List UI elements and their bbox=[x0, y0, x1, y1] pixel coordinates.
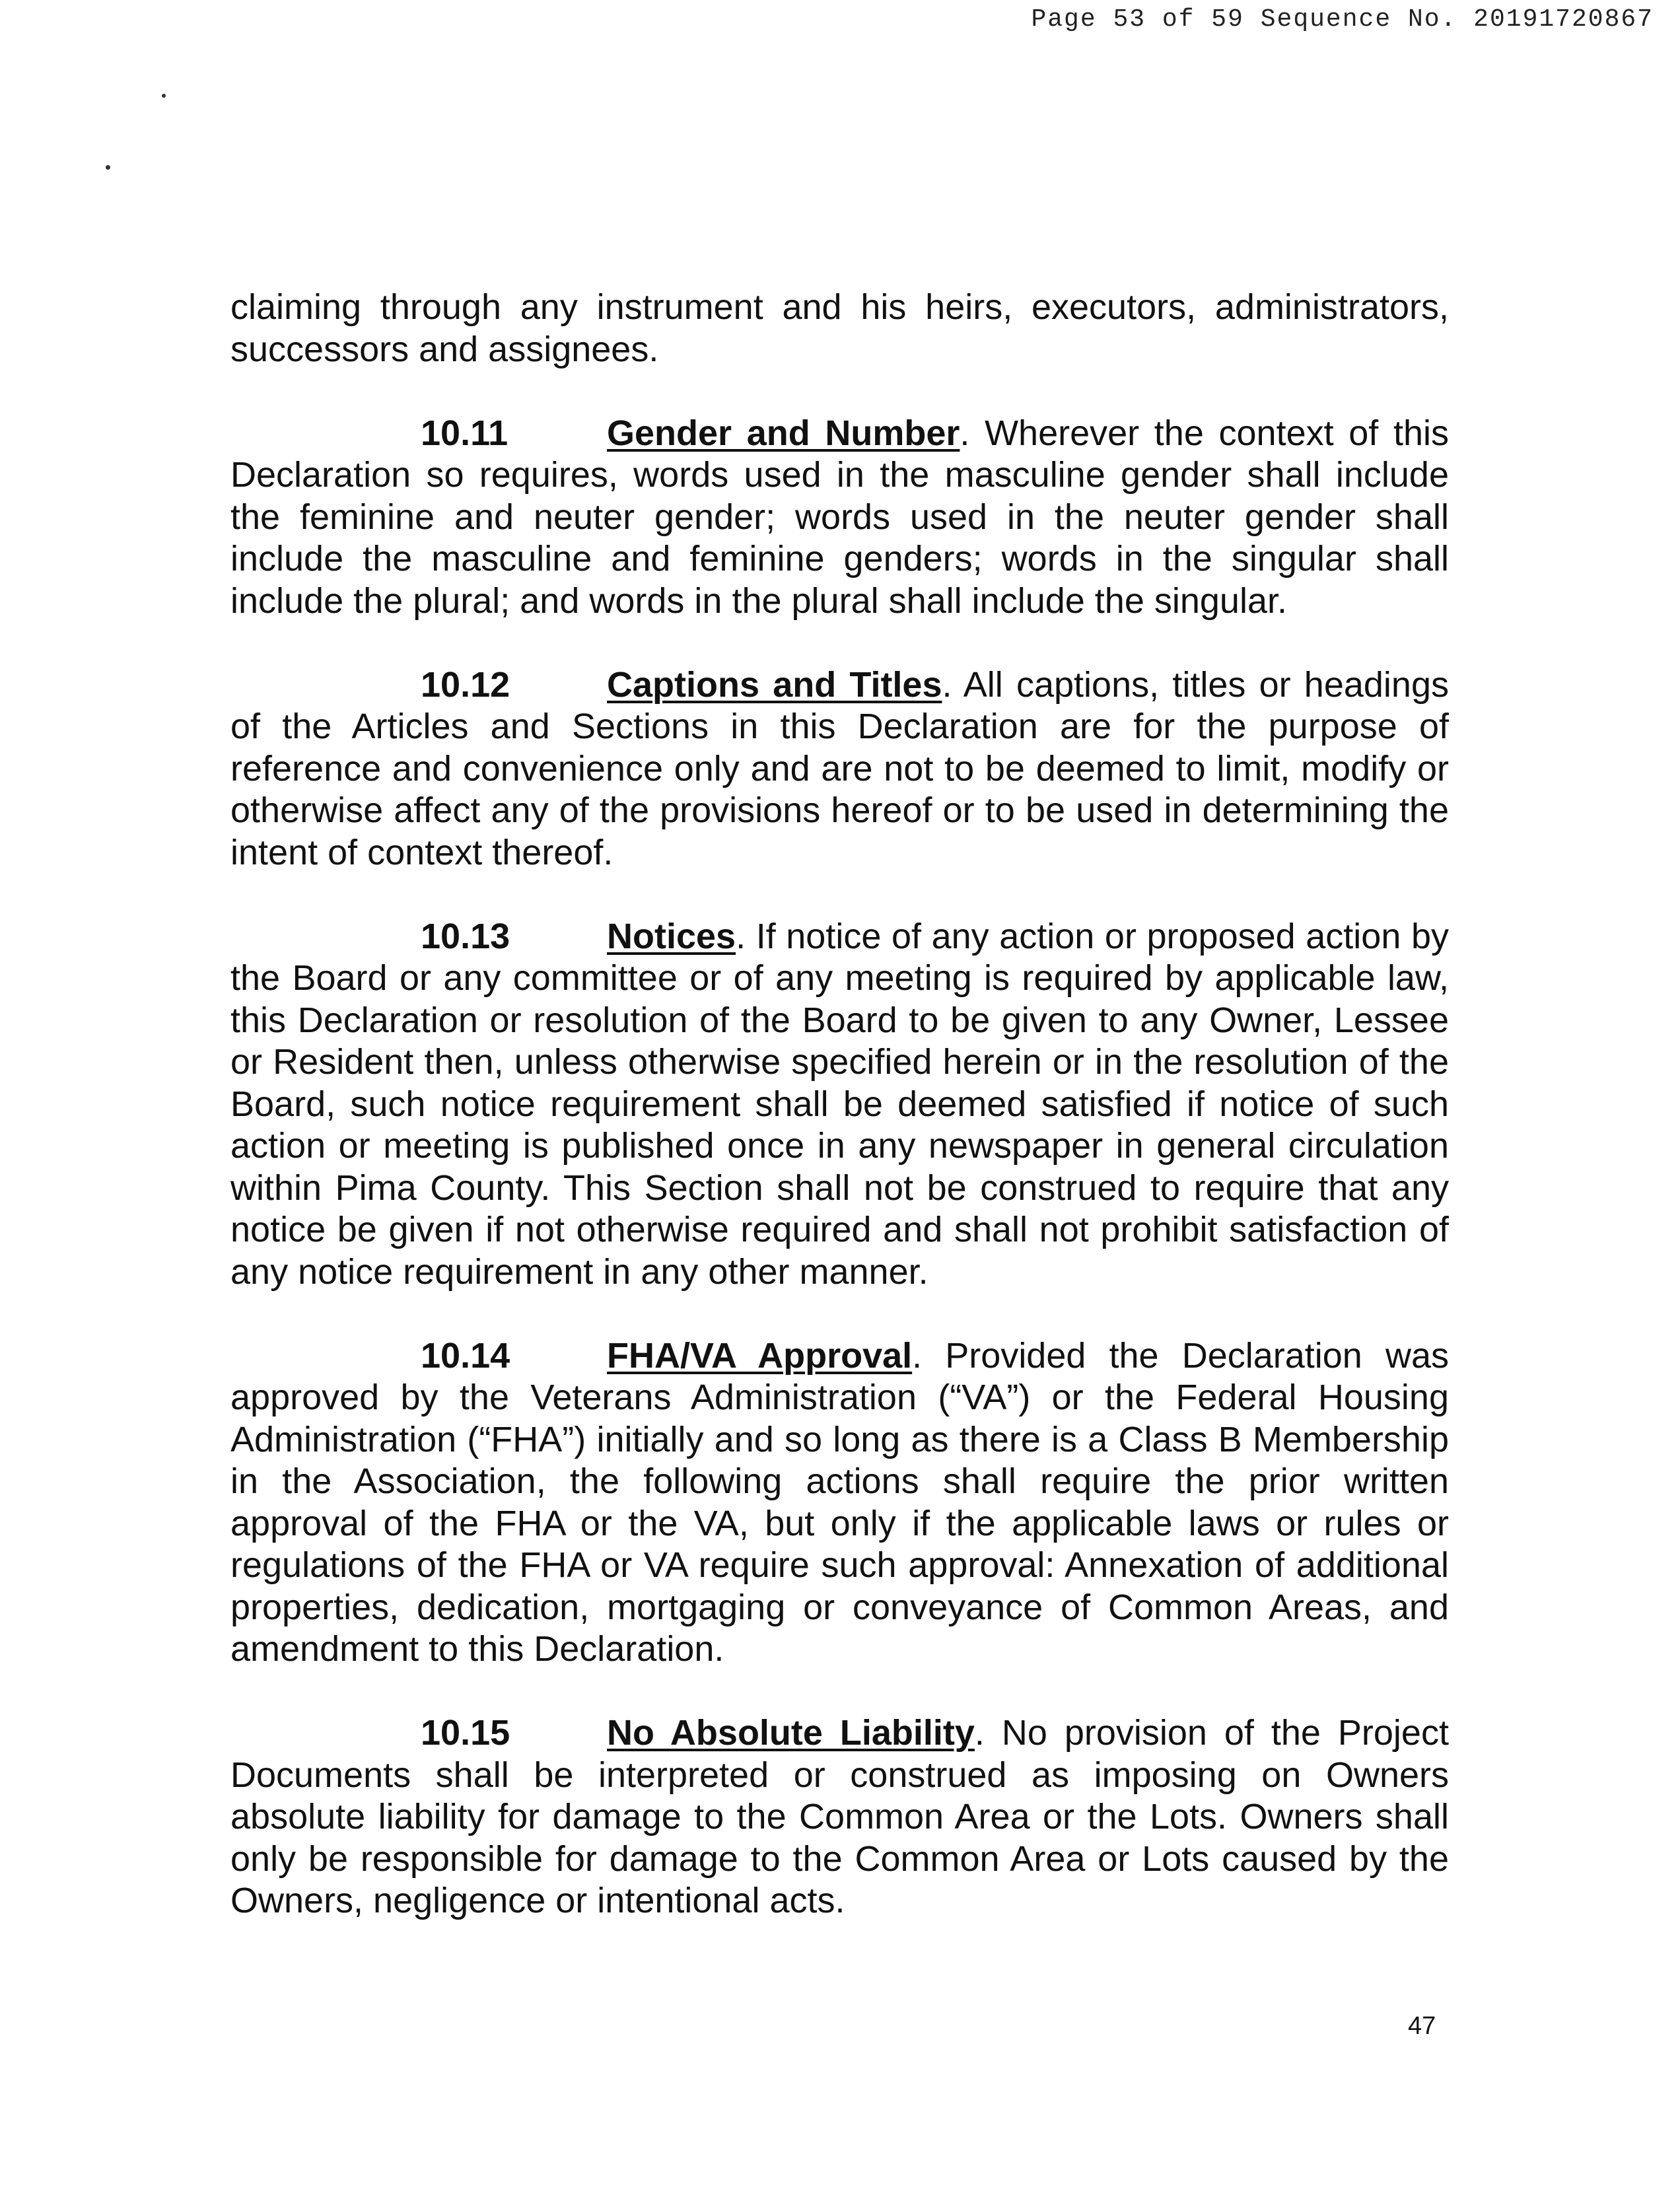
page-number: 47 bbox=[1408, 2012, 1436, 2040]
section-number: 10.13 bbox=[421, 916, 510, 956]
section-title-period: . bbox=[942, 664, 952, 705]
section-number: 10.15 bbox=[421, 1713, 510, 1753]
page-header: Page 53 of 59 Sequence No. 20191720867 bbox=[1031, 5, 1654, 34]
section-number: 10.14 bbox=[421, 1335, 510, 1376]
section-body: Provided the Declaration was approved by the Veterans Administration (“VA”) or the Federal Housing Administration (“FHA”) initially and so long as there is a Class B Membership in the Association, the following actions shall require the prior written approval of the FHA or the VA, but only if the applicable laws or rules or regulations of the FHA or VA require such approval: Annexation of additional properties, dedication, mortgaging or conveyance of Common Areas, and amendment to this Declaration. bbox=[230, 1335, 1449, 1669]
section-title-period: . bbox=[960, 413, 970, 453]
section-title-period: . bbox=[974, 1713, 985, 1753]
section-title: Captions and Titles bbox=[607, 664, 942, 705]
scan-speck bbox=[162, 94, 166, 98]
section-title: Notices bbox=[607, 916, 736, 956]
continuation-paragraph: claiming through any instrument and his heirs, executors, administrators, successors and assignees. bbox=[230, 287, 1449, 369]
document-body bbox=[230, 287, 1449, 1964]
scan-speck bbox=[106, 165, 110, 170]
section-paragraph bbox=[230, 413, 1449, 623]
section-body: If notice of any action or proposed action by the Board or any committee or of any meeting is required by applicable law, this Declaration or resolution of the Board to be given to any Owner, Lessee or Resident then, unless otherwise specified herein or in the resolution of the Board, such notice requirement shall be deemed satisfied if notice of such action or meeting is published once in any newspaper in general circulation within Pima County. This Section shall not be construed to require that any notice be given if not otherwise required and shall not prohibit satisfaction of any notice requirement in any other manner. bbox=[230, 916, 1449, 1292]
section-title-period: . bbox=[912, 1335, 923, 1376]
section-number: 10.11 bbox=[421, 413, 508, 453]
section-paragraph bbox=[230, 1712, 1449, 1922]
section-body: Wherever the context of this Declaration so requires, words used in the masculine gender shall include the feminine and neuter gender; words used in the neuter gender shall include the masculine and feminine genders; words in the singular shall include the plural; and words in the plural shall include the singular. bbox=[230, 413, 1449, 621]
section-paragraph bbox=[230, 1335, 1449, 1671]
section-number: 10.12 bbox=[421, 664, 510, 705]
section-title: Gender and Number bbox=[607, 413, 960, 453]
section-body: All captions, titles or headings of the Articles and Sections in this Declaration are for the purpose of reference and convenience only and are not to be deemed to limit, modify or otherwise affect any of the provisions hereof or to be used in determining the intent of context thereof. bbox=[230, 664, 1449, 872]
section-paragraph bbox=[230, 664, 1449, 874]
section-title-period: . bbox=[736, 916, 746, 956]
section-title: No Absolute Liability bbox=[607, 1713, 975, 1753]
section-title: FHA/VA Approval bbox=[607, 1335, 913, 1376]
section-paragraph bbox=[230, 916, 1449, 1294]
section-body: No provision of the Project Documents shall be interpreted or construed as imposing on Owners absolute liability for damage to the Common Area or the Lots. Owners shall only be responsible for damage to the Common Area or Lots caused by the Owners, negligence or intentional acts. bbox=[230, 1713, 1449, 1920]
